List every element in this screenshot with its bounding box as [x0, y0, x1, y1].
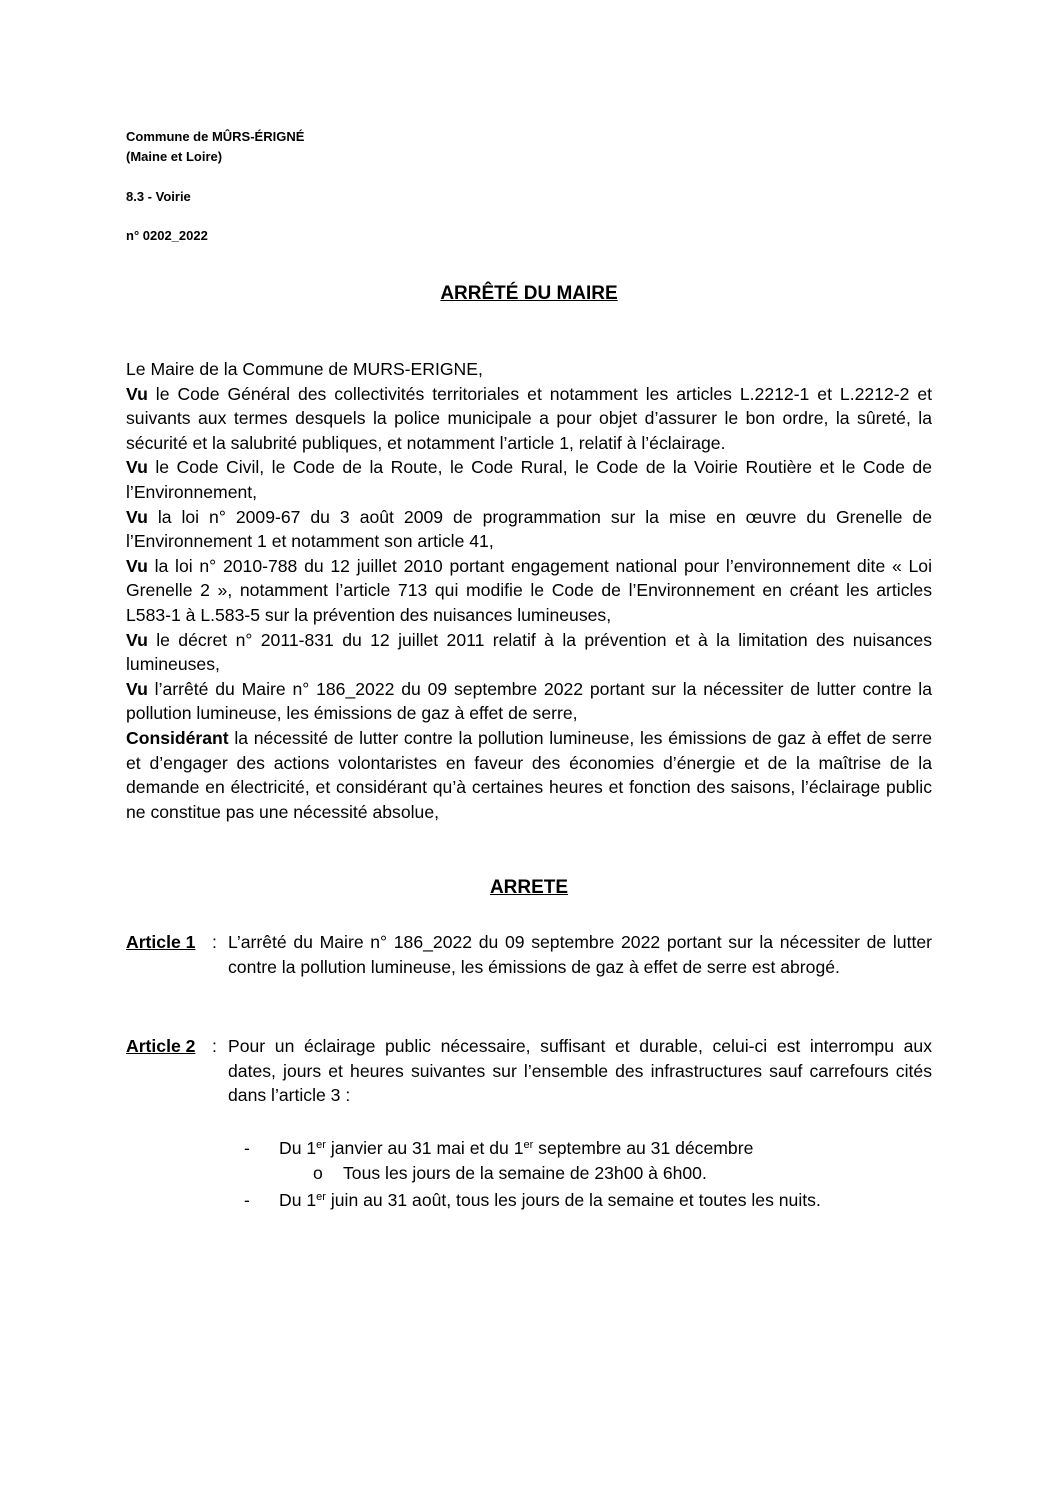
schedule-dash: - [244, 1190, 250, 1210]
consideration-text: le Code Général des collectivités territoriales et notamment les articles L.2212-1 et L.2212-2 et suivants aux termes desquels la police municipale a pour objet d’assurer le bon ordre, la sûreté, la sécurité et la salubrité publiques, et notamment l’article 1, relatif à l’éclairage. [126, 383, 932, 453]
consideration-item [126, 677, 932, 726]
consideration-text: la nécessité de lutter contre la pollution lumineuse, les émissions de gaz à effet de serre et d’engager des actions volontaristes en faveur des économies d’énergie et de la maîtrise de la demande en électricité, et considérant qu’à certaines heures et fonction des saisons, l’éclairage public ne constitue pas une nécessité absolue, [126, 727, 932, 822]
item-text: janvier au 31 mai et du 1 [325, 1138, 524, 1158]
article-text: L’arrêté du Maire n° 186_2022 du 09 septembre 2022 portant sur la nécessiter de lutter contre la pollution lumineuse, les émissions de gaz à effet de serre est abrogé. [228, 932, 932, 977]
intro-line: Le Maire de la Commune de MURS-ERIGNE, [126, 359, 483, 379]
article-2 [126, 1034, 932, 1108]
consideration-item [126, 554, 932, 628]
consideration-lead: Vu [126, 629, 148, 650]
consideration-lead: Vu [126, 457, 148, 478]
consideration-lead: Considérant [126, 727, 229, 748]
article-colon: : [212, 1036, 217, 1056]
item-text: Du 1 [279, 1190, 317, 1210]
consideration-lead: Vu [126, 383, 148, 404]
schedule-sub-item: Tous les jours de la semaine de 23h00 à 6h00. [343, 1163, 707, 1183]
article-text: Pour un éclairage public nécessaire, suffisant et durable, celui-ci est interrompu aux dates, jours et heures suivantes sur l’ensemble des infrastructures sauf carrefours cités dans l’article 3 : [228, 1036, 932, 1106]
consideration-lead: Vu [126, 678, 148, 699]
item-text: septembre au 31 décembre [533, 1138, 754, 1158]
consideration-lead: Vu [126, 506, 148, 527]
schedule-dash: - [244, 1138, 250, 1158]
consideration-text: le Code Civil, le Code de la Route, le Code Rural, le Code de la Voirie Routière et le Code de l’Environnement, [126, 457, 932, 502]
schedule-sub-marker: o [313, 1163, 323, 1183]
schedule-item-2 [279, 1188, 821, 1213]
preamble [126, 357, 932, 824]
article-1 [126, 930, 932, 979]
department: (Maine et Loire) [126, 149, 223, 164]
consideration-lead: Vu [126, 555, 148, 576]
item-text: juin au 31 août, tous les jours de la semaine et toutes les nuits. [325, 1190, 821, 1210]
article-label: Article 2 [126, 1036, 196, 1056]
consideration-text: la loi n° 2010-788 du 12 juillet 2010 portant engagement national pour l’environnement dite « Loi Grenelle 2 », notamment l’article 713 qui modifie le Code de l’Environnement en créant les articles L583-1 à L.583-5 sur la prévention des nuisances lumineuses, [126, 555, 932, 625]
consideration-item [126, 628, 932, 677]
consideration-item [126, 455, 932, 504]
page-title: ARRÊTÉ DU MAIRE [440, 283, 618, 304]
consideration-item [126, 726, 932, 824]
consideration-item [126, 505, 932, 554]
consideration-text: la loi n° 2009-67 du 3 août 2009 de programmation sur la mise en œuvre du Grenelle de l’Environnement 1 et notamment son article 41, [126, 506, 932, 552]
article-colon: : [212, 932, 217, 952]
ordinal-suffix: er [316, 1191, 326, 1203]
decree-number: n° 0202_2022 [126, 228, 208, 243]
schedule-item-1 [279, 1136, 753, 1161]
commune-name: Commune de MÛRS-ÉRIGNÉ [126, 129, 305, 144]
arrete-heading: ARRETE [489, 877, 569, 898]
category: 8.3 - Voirie [126, 189, 191, 204]
consideration-text: l’arrêté du Maire n° 186_2022 du 09 septembre 2022 portant sur la nécessiter de lutter contre la pollution lumineuse, les émissions de gaz à effet de serre, [126, 678, 932, 724]
consideration-text: le décret n° 2011-831 du 12 juillet 2011 relatif à la prévention et à la limitation des nuisances lumineuses, [126, 629, 932, 675]
ordinal-suffix: er [316, 1139, 326, 1151]
consideration-item [126, 382, 932, 456]
article-label: Article 1 [126, 932, 196, 952]
item-text: Du 1 [279, 1138, 317, 1158]
ordinal-suffix: er [523, 1139, 534, 1151]
